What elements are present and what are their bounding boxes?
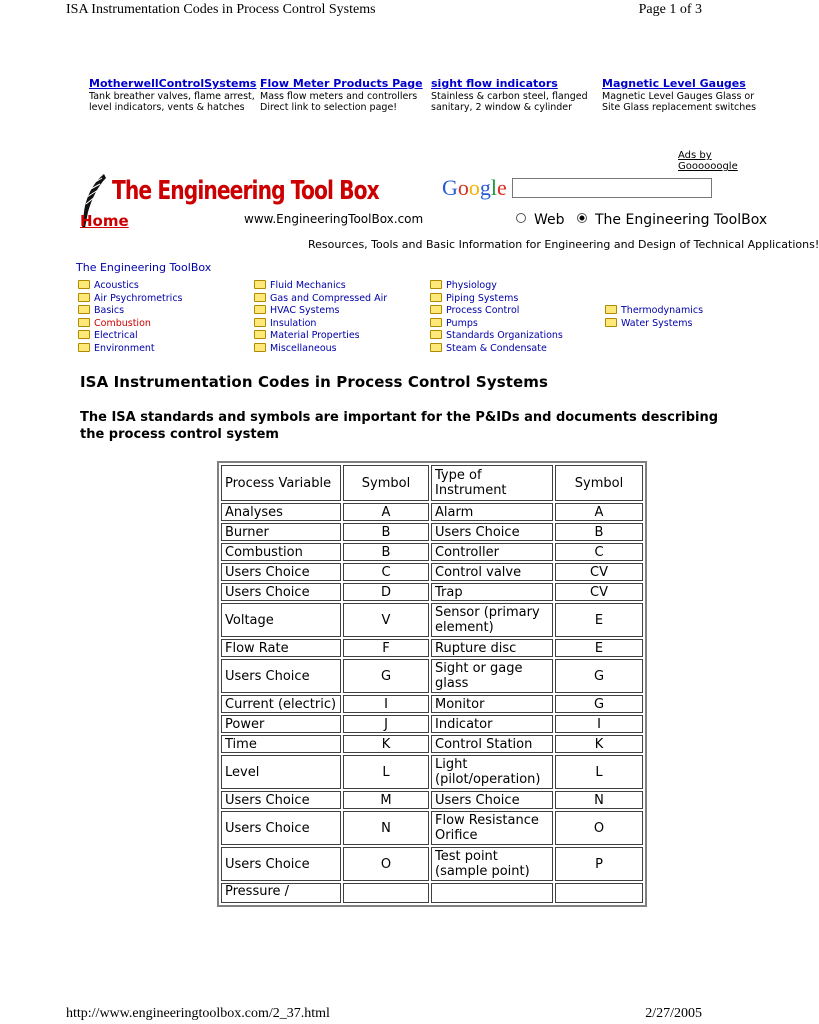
table-cell: Time [221,735,341,753]
category-link[interactable]: Standards Organizations [430,330,563,343]
isa-codes-table [217,461,647,907]
folder-icon [430,330,442,339]
table-cell [431,883,553,903]
table-row [221,543,643,561]
table-cell: Monitor [431,695,553,713]
ad-link[interactable]: MotherwellControlSystems [89,77,257,90]
category-link[interactable]: Acoustics [78,280,183,293]
table-cell [343,883,429,903]
google-logo: Google [442,175,507,200]
home-link[interactable]: Home [80,212,129,230]
ad-item [260,78,428,114]
folder-icon [254,318,266,327]
ad-link[interactable]: sight flow indicators [431,77,558,90]
table-cell: Alarm [431,503,553,521]
table-cell: L [343,755,429,789]
ad-description: Stainless & carbon steel, flanged sanitary, 2 window & cylinder [431,90,588,113]
table-cell: A [343,503,429,521]
table-row [221,503,643,521]
folder-icon [78,318,90,327]
table-cell: B [343,543,429,561]
radio-web-label: Web [534,212,565,228]
table-cell: Sensor (primary element) [431,603,553,637]
table-row [221,791,643,809]
category-link[interactable]: Water Systems [605,318,703,331]
folder-icon [605,318,617,327]
category-link-selected[interactable]: Combustion [78,318,183,331]
table-cell: E [555,603,643,637]
radio-site-label: The Engineering ToolBox [594,212,768,228]
table-cell: Light (pilot/operation) [431,755,553,789]
table-cell: O [555,811,643,845]
category-column [78,280,183,355]
table-cell: Pressure / [221,883,341,903]
column-header: Process Variable [221,465,341,501]
category-column [430,280,563,355]
category-link[interactable]: Physiology [430,280,563,293]
ad-item [431,78,599,114]
category-link[interactable]: Thermodynamics [605,305,703,318]
table-cell: L [555,755,643,789]
table-row [221,603,643,637]
folder-icon [430,318,442,327]
folder-icon [78,293,90,302]
column-header: Symbol [343,465,429,501]
folder-icon [254,343,266,352]
category-link[interactable]: Fluid Mechanics [254,280,387,293]
print-title: ISA Instrumentation Codes in Process Control Systems [66,2,376,17]
toolbox-heading[interactable]: The Engineering ToolBox [76,261,212,274]
folder-icon [430,293,442,302]
category-column [254,280,387,355]
folder-icon [254,305,266,314]
category-link[interactable]: Electrical [78,330,183,343]
table-cell: Users Choice [221,563,341,581]
folder-icon [78,343,90,352]
page-subtitle: The ISA standards and symbols are important for the P&IDs and documents describing the process control system [80,410,719,442]
category-column [605,305,703,330]
table-row [221,847,643,881]
table-cell: G [343,659,429,693]
site-tagline: Resources, Tools and Basic Information for Engineering and Design of Technical Applications! [308,238,819,251]
table-cell: J [343,715,429,733]
table-cell: G [555,659,643,693]
ads-by-link[interactable]: Ads by Goooooogle [678,150,738,172]
table-row [221,755,643,789]
ad-description: Magnetic Level Gauges Glass or Site Glass replacement switches [602,90,757,113]
table-cell: I [343,695,429,713]
category-link[interactable]: Air Psychrometrics [78,293,183,306]
folder-icon [430,280,442,289]
table-cell: M [343,791,429,809]
table-cell: Users Choice [221,791,341,809]
table-row [221,735,643,753]
radio-web[interactable] [516,213,526,223]
folder-icon [78,330,90,339]
category-link[interactable]: Material Properties [254,330,387,343]
table-cell: A [555,503,643,521]
ad-link[interactable]: Magnetic Level Gauges [602,77,746,90]
table-row [221,583,643,601]
table-cell: N [555,791,643,809]
table-cell: Analyses [221,503,341,521]
table-cell: D [343,583,429,601]
category-link[interactable]: Piping Systems [430,293,563,306]
site-logo[interactable] [76,172,424,234]
search-input[interactable] [512,178,712,198]
table-cell: Control Station [431,735,553,753]
table-cell: Users Choice [221,811,341,845]
table-cell: B [555,523,643,541]
folder-icon [78,280,90,289]
page-number: Page 1 of 3 [638,2,702,17]
folder-icon [430,343,442,352]
folder-icon [254,330,266,339]
table-body [221,503,643,903]
table-row [221,563,643,581]
table-cell: Users Choice [431,523,553,541]
table-cell: Current (electric) [221,695,341,713]
category-link[interactable]: Miscellaneous [254,343,387,356]
table-cell: Controller [431,543,553,561]
table-row [221,659,643,693]
table-cell: Burner [221,523,341,541]
table-cell: Control valve [431,563,553,581]
table-row [221,639,643,657]
table-cell: Trap [431,583,553,601]
logo-title: The Engineering Tool Box [112,176,379,206]
page-url: http://www.engineeringtoolbox.com/2_37.html [66,1006,330,1021]
table-cell: Power [221,715,341,733]
folder-icon [254,280,266,289]
table-row [221,883,643,903]
table-cell: Sight or gage glass [431,659,553,693]
table-cell [555,883,643,903]
ad-description: Mass flow meters and controllers Direct link to selection page! [260,90,418,113]
category-link[interactable]: Process Control [430,305,563,318]
table-cell: V [343,603,429,637]
table-cell: Flow Resistance Orifice [431,811,553,845]
table-cell: K [555,735,643,753]
table-cell: Indicator [431,715,553,733]
folder-icon [430,305,442,314]
table-cell: Users Choice [221,659,341,693]
table-cell: Test point (sample point) [431,847,553,881]
table-cell: CV [555,583,643,601]
table-cell: B [343,523,429,541]
table-cell: K [343,735,429,753]
table-cell: Voltage [221,603,341,637]
table-row [221,695,643,713]
table-header-row [221,465,643,501]
search-scope [516,212,767,228]
table-cell: G [555,695,643,713]
logo-url: www.EngineeringToolBox.com [244,212,424,226]
table-row [221,811,643,845]
table-row [221,523,643,541]
table-cell: Users Choice [221,583,341,601]
column-header: Type of Instrument [431,465,553,501]
table-cell: Users Choice [431,791,553,809]
table-cell: I [555,715,643,733]
table-cell: Users Choice [221,847,341,881]
category-link[interactable]: Pumps [430,318,563,331]
category-link[interactable]: Steam & Condensate [430,343,563,356]
category-link[interactable]: Insulation [254,318,387,331]
ad-link[interactable]: Flow Meter Products Page [260,77,423,90]
ad-description: Tank breather valves, flame arrest, level indicators, vents & hatches [89,90,255,113]
column-header: Symbol [555,465,643,501]
category-link[interactable]: HVAC Systems [254,305,387,318]
table-cell: CV [555,563,643,581]
ad-item [89,78,257,114]
table-cell: E [555,639,643,657]
folder-icon [78,305,90,314]
table-cell: Combustion [221,543,341,561]
category-link[interactable]: Gas and Compressed Air [254,293,387,306]
table-cell: Flow Rate [221,639,341,657]
table-cell: F [343,639,429,657]
print-date: 2/27/2005 [645,1006,702,1021]
table-cell: Level [221,755,341,789]
table-cell: O [343,847,429,881]
folder-icon [605,305,617,314]
folder-icon [254,293,266,302]
radio-site[interactable] [577,213,587,223]
table-cell: C [343,563,429,581]
table-cell: P [555,847,643,881]
category-link[interactable]: Environment [78,343,183,356]
category-link[interactable]: Basics [78,305,183,318]
table-row [221,715,643,733]
table-cell: C [555,543,643,561]
page-title: ISA Instrumentation Codes in Process Control Systems [80,373,549,391]
ad-item [602,78,770,114]
table-cell: N [343,811,429,845]
table-cell: Rupture disc [431,639,553,657]
